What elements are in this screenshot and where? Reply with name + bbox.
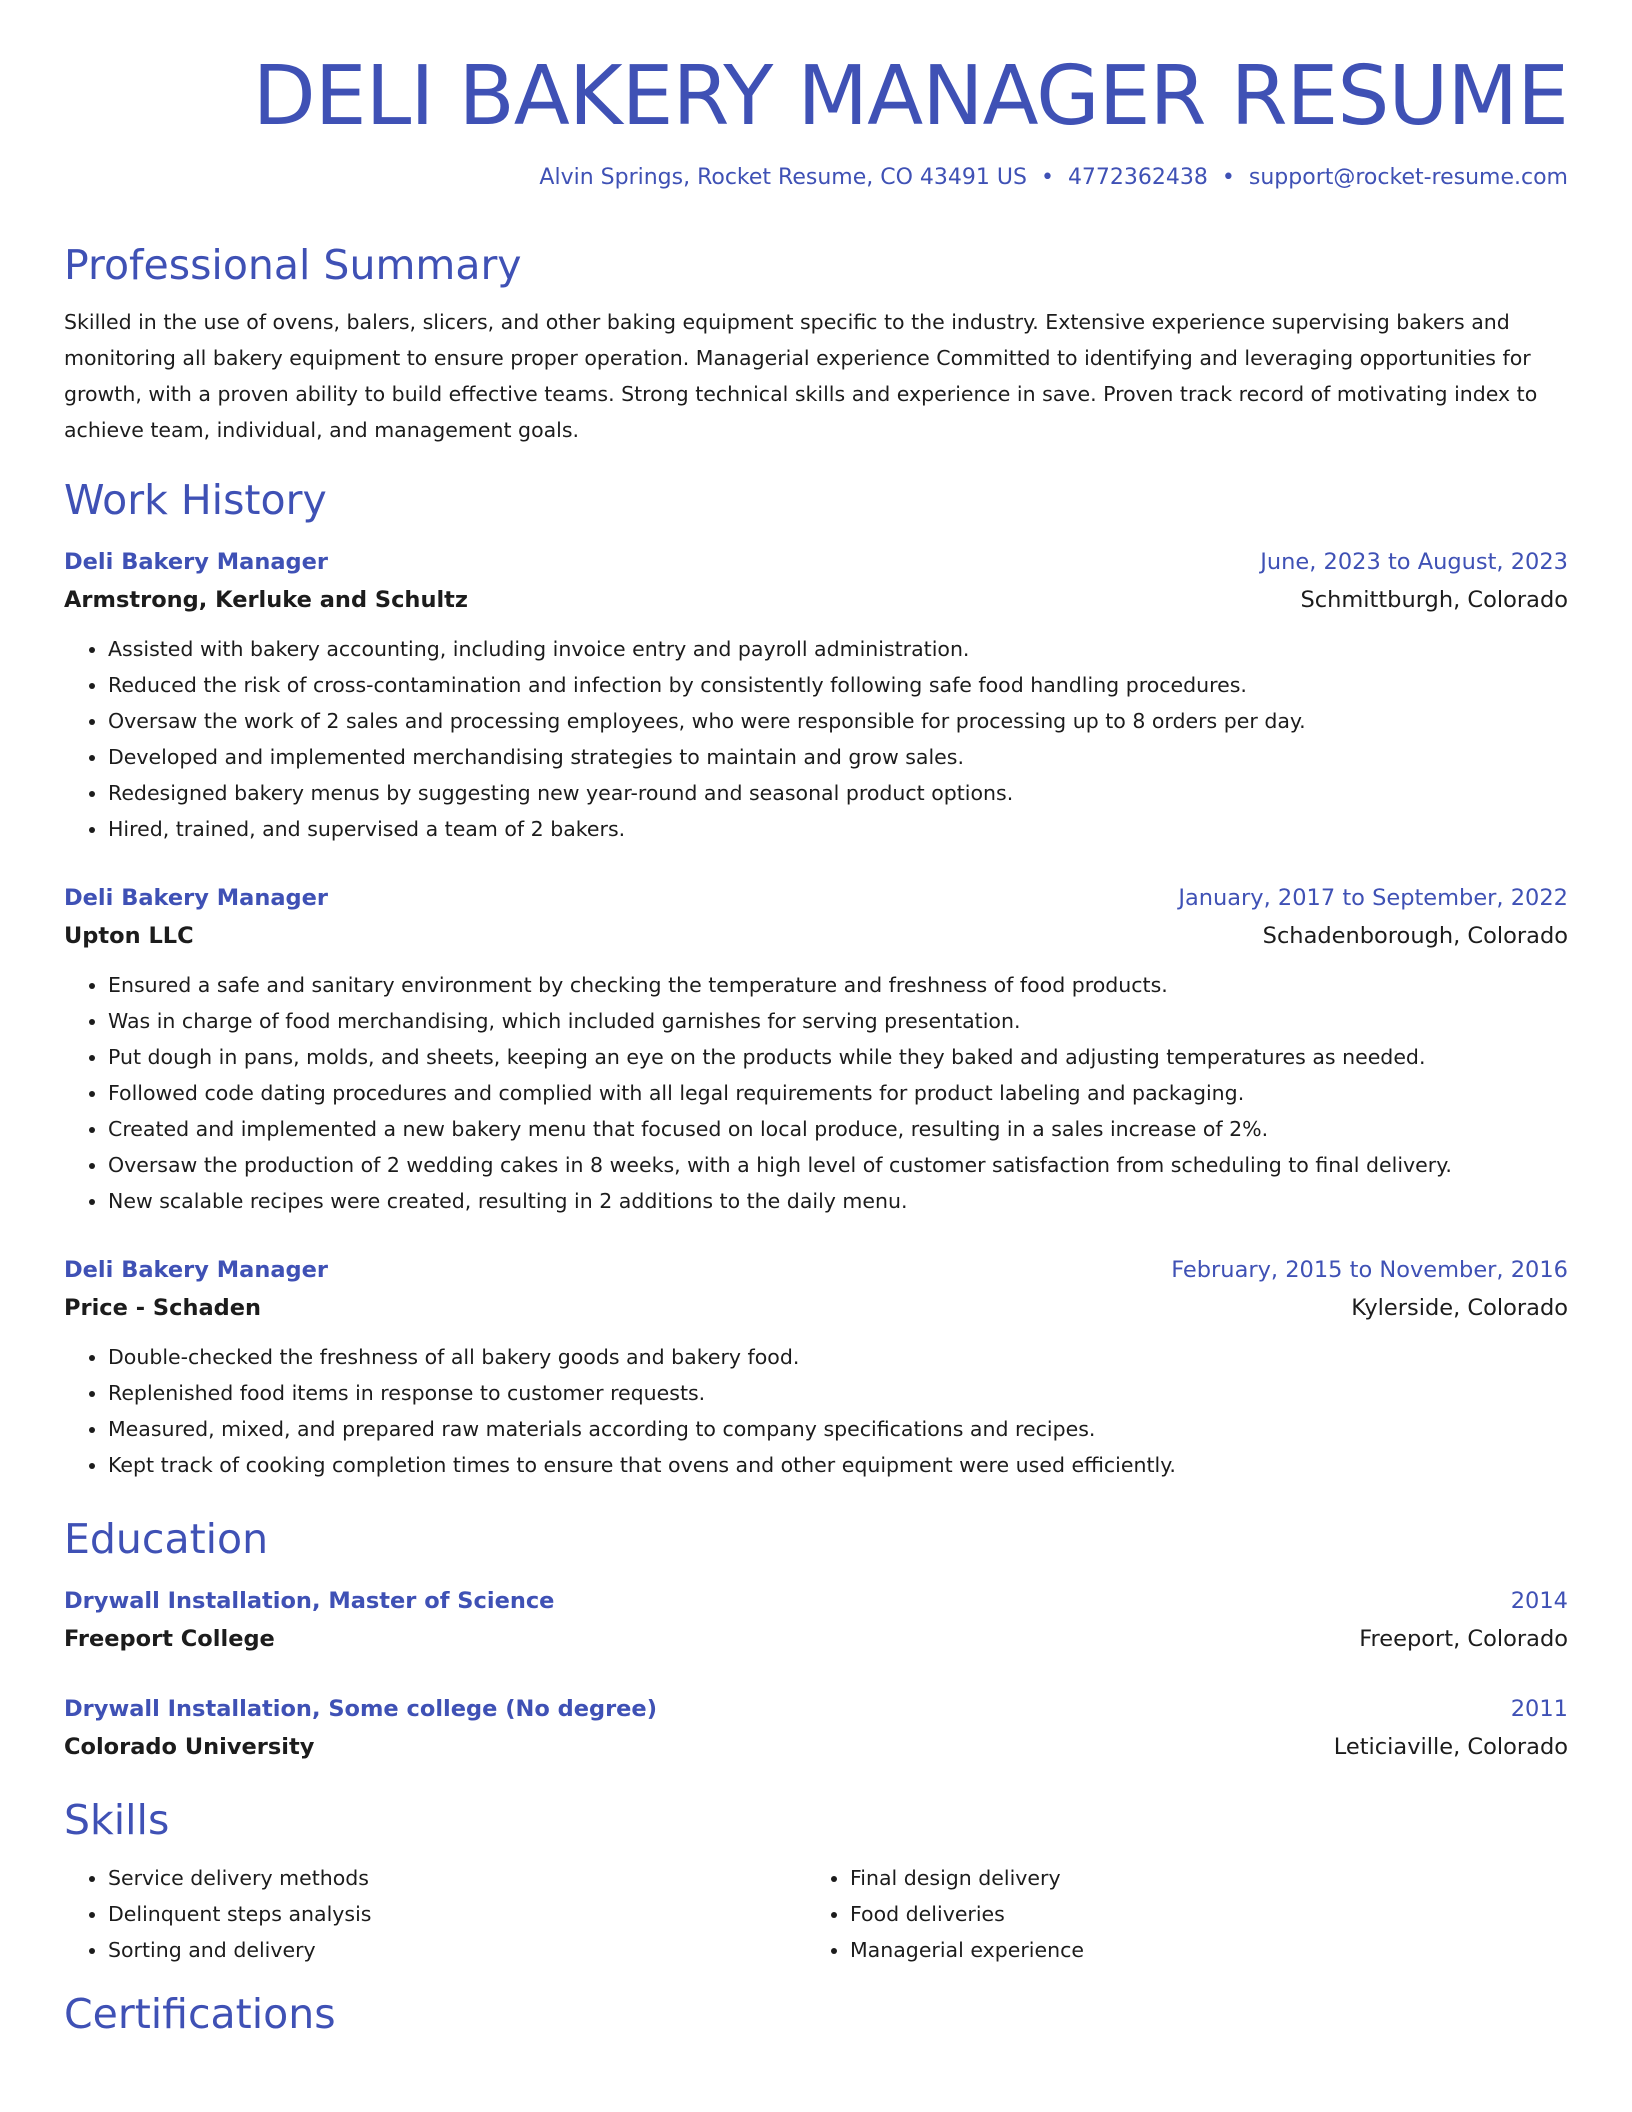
skill-item: • Final design delivery [850, 1860, 1548, 1896]
skills-grid [64, 1860, 1568, 1968]
skill-item: • Food deliveries [850, 1896, 1548, 1932]
job-bullet: • Reduced the risk of cross-contamination and infection by consistently following safe food handling procedures. [108, 667, 1568, 703]
education-year: 2014 [1510, 1588, 1568, 1615]
resume-page [64, 0, 1568, 2039]
job-dates: February, 2015 to November, 2016 [1171, 1257, 1568, 1284]
job-bullet: • Double-checked the freshness of all bakery goods and bakery food. [108, 1339, 1568, 1375]
education-year: 2011 [1510, 1696, 1568, 1723]
education-header-row [64, 1690, 1568, 1728]
job-title: Deli Bakery Manager [64, 885, 328, 912]
job-bullet: • Created and implemented a new bakery menu that focused on local produce, resulting in a sales increase of 2%. [108, 1111, 1568, 1147]
education-school-row [64, 1728, 1568, 1766]
contact-address: Alvin Springs, Rocket Resume, CO 43491 US [539, 165, 1027, 191]
job-bullets [64, 967, 1568, 1219]
contact-line [64, 164, 1568, 193]
job-location: Schmittburgh, Colorado [1300, 587, 1568, 614]
work-history-heading: Work History [64, 475, 327, 524]
job-bullet: • Kept track of cooking completion times to ensure that ovens and other equipment were used efficiently. [108, 1447, 1568, 1483]
summary-text: Skilled in the use of ovens, balers, slicers, and other baking equipment specific to the industry. Extensive experience supervising bakers and monitoring all bakery equipment to ensure proper operation. Managerial experience Committed to identifying and leveraging opportunities for growth, with a proven ability to build effective teams. Strong technical skills and experience in save. Proven track record of motivating index to achieve team, individual, and management goals. [64, 309, 1538, 442]
job-company-row [64, 1289, 1568, 1327]
certifications-heading: Certifications [64, 1989, 336, 2038]
job-bullets [64, 631, 1568, 847]
job-bullet: • Oversaw the production of 2 wedding cakes in 8 weeks, with a high level of customer satisfaction from scheduling to final delivery. [108, 1147, 1568, 1183]
resume-title: DELI BAKERY MANAGER RESUME [252, 49, 1568, 144]
job-company-row [64, 917, 1568, 955]
job-bullet: • Measured, mixed, and prepared raw materials according to company specifications and recipes. [108, 1411, 1568, 1447]
skill-item: • Service delivery methods [108, 1860, 806, 1896]
job-company-row [64, 581, 1568, 619]
separator-dot: • [1040, 165, 1054, 191]
education-heading: Education [64, 1515, 269, 1564]
job-header-row [64, 543, 1568, 581]
separator-dot: • [1221, 165, 1235, 191]
education-school: Colorado University [64, 1734, 315, 1761]
education-location: Freeport, Colorado [1359, 1626, 1568, 1653]
job-entry [64, 1251, 1568, 1483]
job-title: Deli Bakery Manager [64, 1257, 328, 1284]
job-bullet: • Developed and implemented merchandising strategies to maintain and grow sales. [108, 739, 1568, 775]
education-degree: Drywall Installation, Master of Science [64, 1588, 555, 1615]
job-company: Upton LLC [64, 923, 194, 950]
job-bullet: • Was in charge of food merchandising, which included garnishes for serving presentation. [108, 1003, 1568, 1039]
job-dates: January, 2017 to September, 2022 [1178, 885, 1568, 912]
skills-list-left [64, 1860, 806, 1968]
job-location: Schadenborough, Colorado [1262, 923, 1568, 950]
job-header-row [64, 1251, 1568, 1289]
job-entry [64, 543, 1568, 847]
contact-phone: 4772362438 [1067, 165, 1208, 191]
job-entry [64, 879, 1568, 1219]
job-header-row [64, 879, 1568, 917]
education-degree: Drywall Installation, Some college (No degree) [64, 1696, 657, 1723]
job-bullet: • Followed code dating procedures and complied with all legal requirements for product labeling and packaging. [108, 1075, 1568, 1111]
job-bullet: • Redesigned bakery menus by suggesting new year-round and seasonal product options. [108, 775, 1568, 811]
job-location: Kylerside, Colorado [1351, 1295, 1568, 1322]
job-bullet: • Assisted with bakery accounting, including invoice entry and payroll administration. [108, 631, 1568, 667]
job-bullet: • Put dough in pans, molds, and sheets, keeping an eye on the products while they baked and adjusting temperatures as needed. [108, 1039, 1568, 1075]
education-school-row [64, 1620, 1568, 1658]
education-entry [64, 1690, 1568, 1766]
education-header-row [64, 1582, 1568, 1620]
skill-item: • Managerial experience [850, 1932, 1548, 1968]
job-company: Price - Schaden [64, 1295, 262, 1322]
contact-email: support@rocket-resume.com [1248, 165, 1568, 191]
job-bullet: • Ensured a safe and sanitary environment by checking the temperature and freshness of food products. [108, 967, 1568, 1003]
job-company: Armstrong, Kerluke and Schultz [64, 587, 469, 614]
skills-list-right [806, 1860, 1548, 1968]
job-dates: June, 2023 to August, 2023 [1260, 549, 1568, 576]
education-school: Freeport College [64, 1626, 275, 1653]
job-bullets [64, 1339, 1568, 1483]
education-entry [64, 1582, 1568, 1658]
job-bullet: • New scalable recipes were created, resulting in 2 additions to the daily menu. [108, 1183, 1568, 1219]
job-bullet: • Replenished food items in response to customer requests. [108, 1375, 1568, 1411]
summary-heading: Professional Summary [64, 240, 522, 289]
skills-heading: Skills [64, 1796, 170, 1845]
job-title: Deli Bakery Manager [64, 549, 328, 576]
job-bullet: • Hired, trained, and supervised a team of 2 bakers. [108, 811, 1568, 847]
skill-item: • Delinquent steps analysis [108, 1896, 806, 1932]
job-bullet: • Oversaw the work of 2 sales and processing employees, who were responsible for processing up to 8 orders per day. [108, 703, 1568, 739]
education-location: Leticiaville, Colorado [1333, 1734, 1568, 1761]
skill-item: • Sorting and delivery [108, 1932, 806, 1968]
